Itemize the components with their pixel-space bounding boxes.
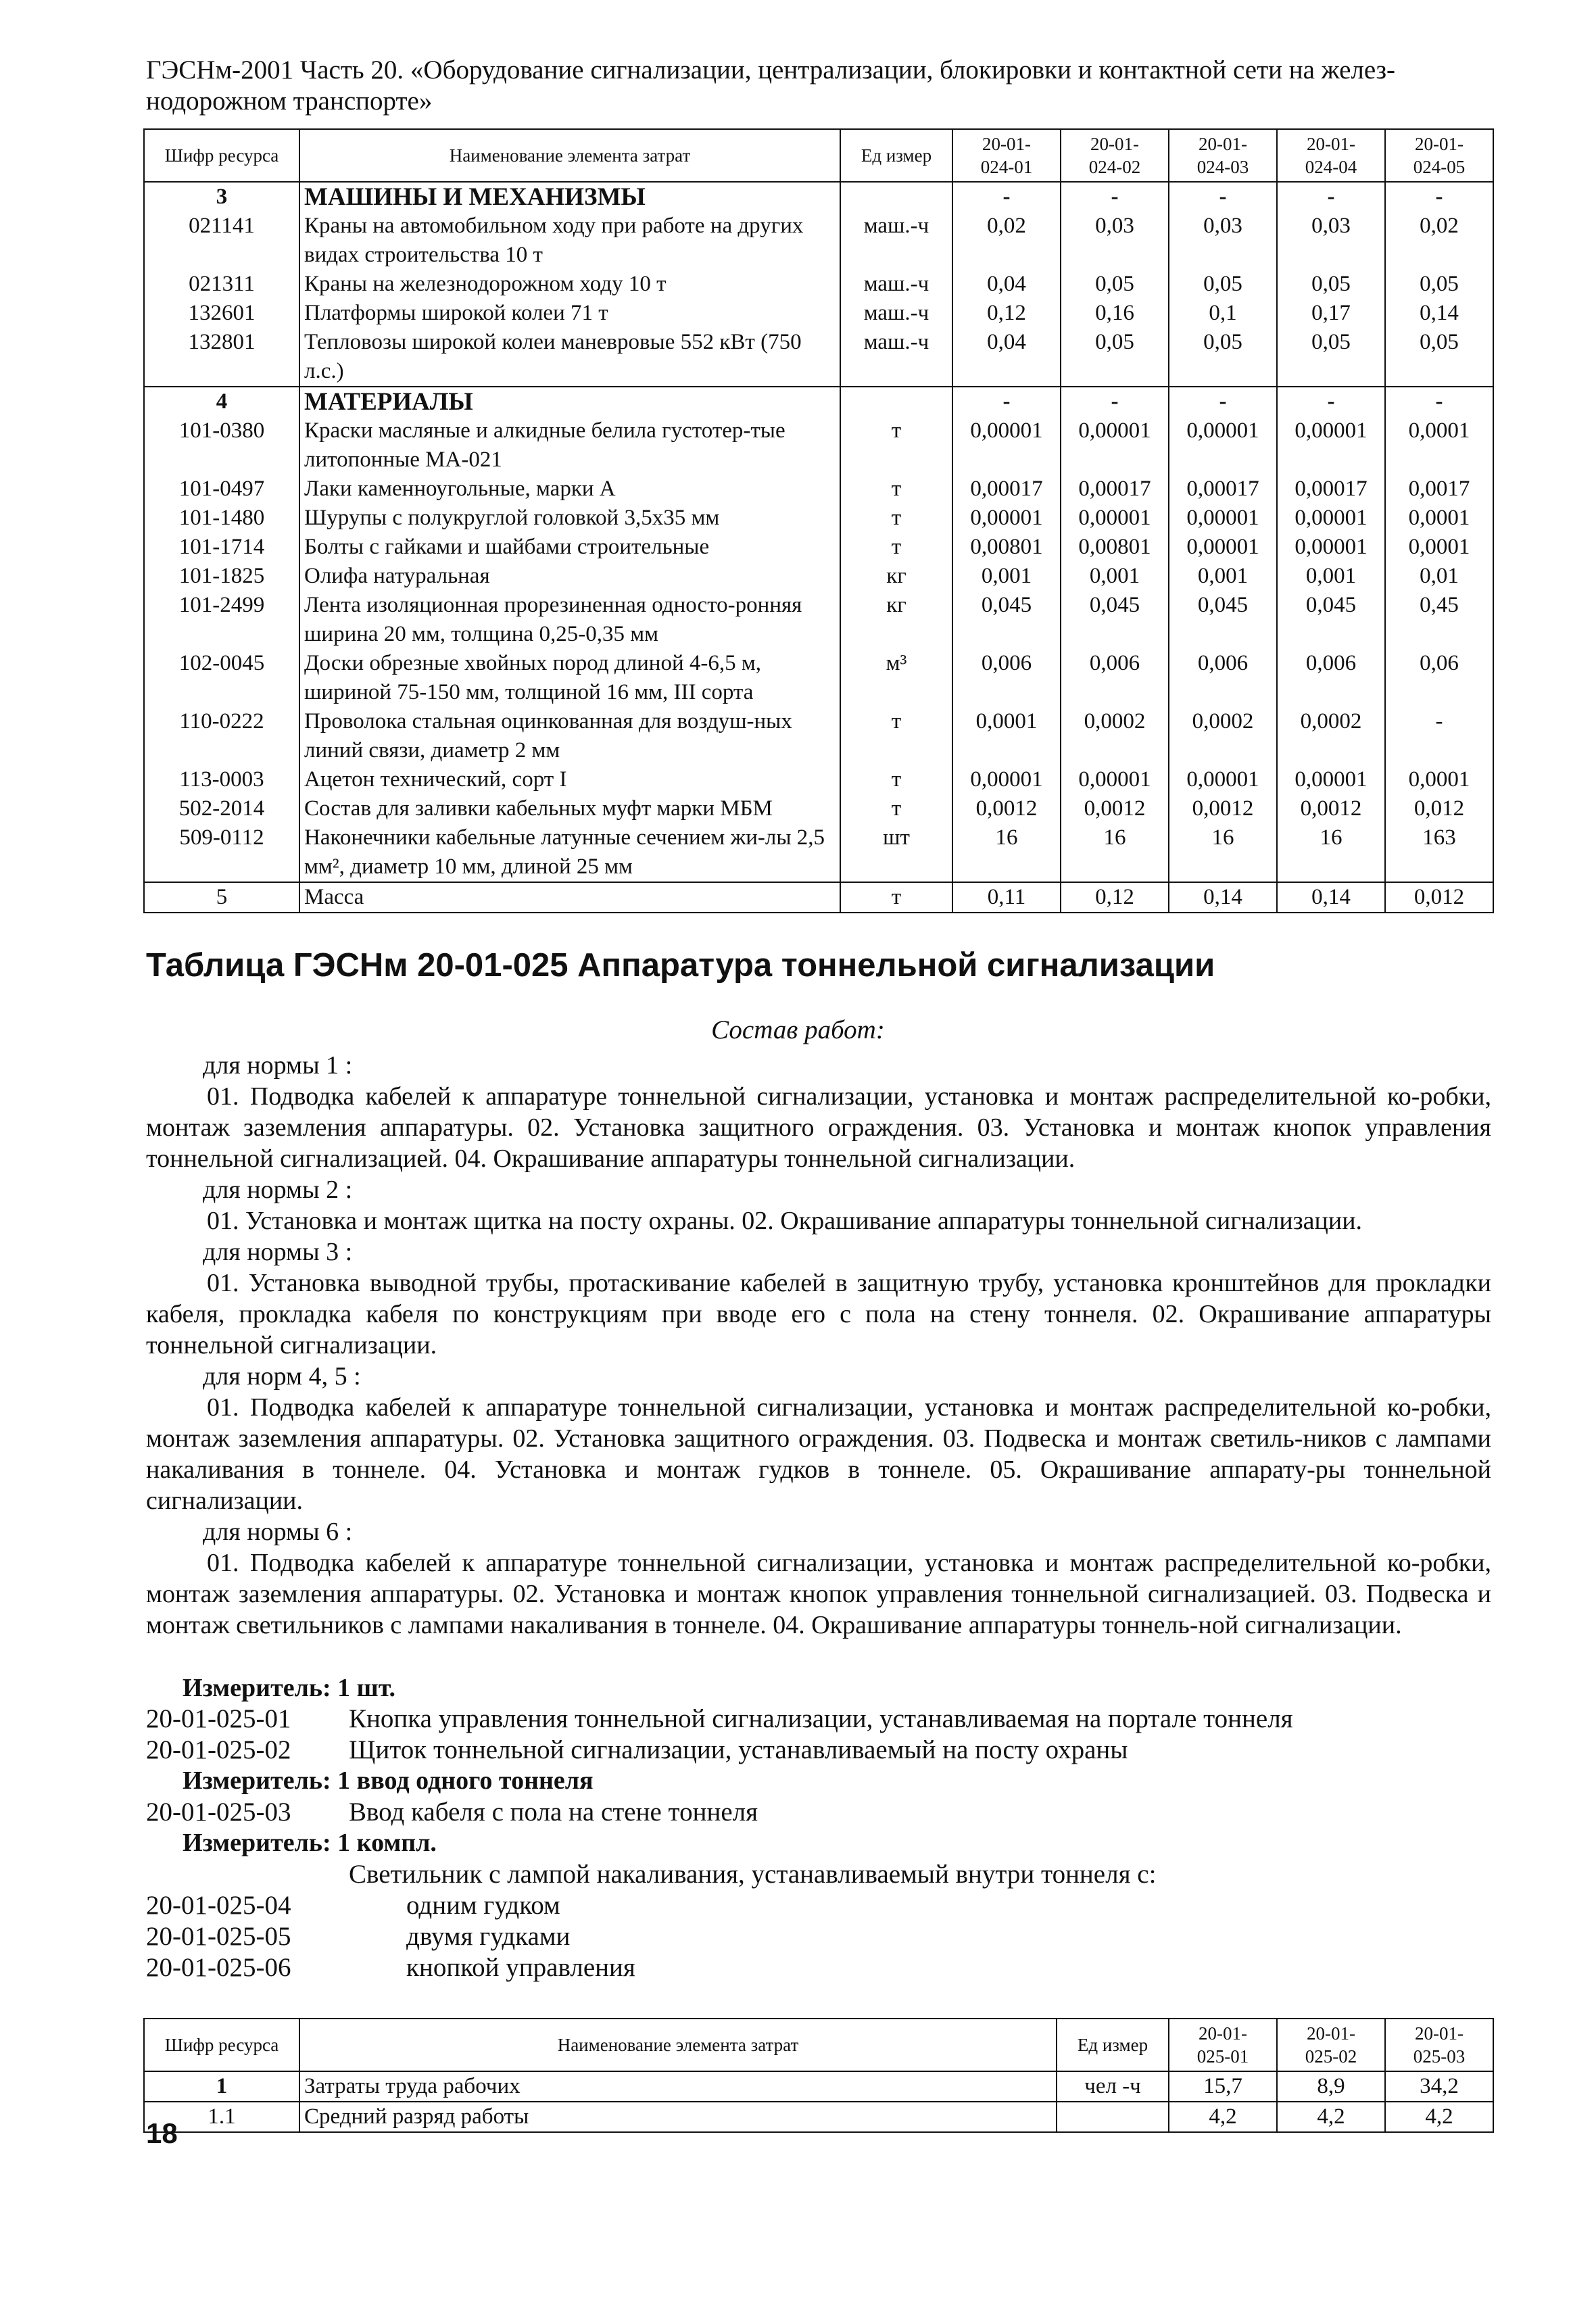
header-col-4: 20-01- 024-04 [1277, 129, 1385, 182]
page-number: 18 [146, 2117, 178, 2149]
work-heading: Состав работ: [711, 1015, 885, 1044]
header-name: Наименование элемента затрат [299, 2019, 1057, 2071]
header-col-5: 20-01- 024-05 [1385, 129, 1493, 182]
table-row: 502-2014 Состав для заливки кабельных муфт марки МБМ т 0,0012 0,0012 0,0012 0,0012 0,012 [144, 794, 1493, 823]
norm-desc: кнопкой управления [406, 1953, 635, 1982]
norm-6-text: 01. Подводка кабелей к аппаратуре тоннельной сигнализации, установка и монтаж распределительной ко-робки, монтаж заземления аппаратуры. 02. Установка и монтаж кнопок управления тоннельной сигнализацией. 03. Подвеска и монтаж светильников с лампами накаливания в тоннеле. 04. Окрашивание аппаратуры тоннель-ной сигнализации. [146, 1549, 1491, 1639]
norm-desc: Щиток тоннельной сигнализации, устанавливаемый на посту охраны [349, 1735, 1128, 1764]
norm-3-label: для нормы 3 : [203, 1238, 353, 1266]
norm-6-label: для нормы 6 : [203, 1518, 353, 1546]
header-code: Шифр ресурса [144, 129, 299, 182]
resource-table-024 [143, 128, 1494, 913]
norm-code: 20-01-025-06 [146, 1953, 291, 1982]
norm-code-line [146, 1735, 1128, 1766]
section-title: Таблица ГЭСНм 20-01-025 Аппаратура тоннельной сигнализации [146, 947, 1215, 984]
norm-45-text: 01. Подводка кабелей к аппаратуре тоннельной сигнализации, установка и монтаж распределительной ко-робки, монтаж заземления аппаратуры. 02. Установка защитного ограждения. 03. Подвеска и монтаж светиль-ников с лампами накаливания в тоннеле. 04. Установка и монтаж гудков в тоннеле. 05. Окрашивание аппарату-ры тоннельной сигнализации. [146, 1393, 1491, 1515]
norm-code: 20-01-025-01 [146, 1704, 291, 1733]
header-col-1: 20-01- 024-01 [952, 129, 1061, 182]
header-col-2: 20-01- 024-02 [1061, 129, 1169, 182]
norm-desc: одним гудком [406, 1891, 560, 1920]
norm-1-text: 01. Подводка кабелей к аппаратуре тоннельной сигнализации, установка и монтаж распределительной ко-робки, монтаж заземления аппаратуры. 02. Установка защитного ограждения. 03. Установка и монтаж кнопок управления тоннельной сигнализацией. 04. Окрашивание аппаратуры тоннельной сигнализации. [146, 1082, 1491, 1173]
norm-45-label: для норм 4, 5 : [203, 1362, 361, 1391]
norm-code-line [146, 1952, 635, 1983]
table-row: 021311 Краны на железнодорожном ходу 10 т маш.-ч 0,04 0,05 0,05 0,05 0,05 [144, 270, 1493, 299]
table-row: 509-0112 Наконечники кабельные латунные сечением жи-лы 2,5 мм², диаметр 10 мм, длиной 25 мм шт 16 16 16 16 163 [144, 823, 1493, 882]
table-header-row [144, 2019, 1493, 2071]
table-row: 102-0045 Доски обрезные хвойных пород длиной 4-6,5 м, шириной 75-150 мм, толщиной 16 мм, III сорта м³ 0,006 0,006 0,006 0,006 0,06 [144, 649, 1493, 707]
table-row: 101-0380 Краски масляные и алкидные белила густотер-тые литопонные МА-021 т 0,00001 0,00001 0,00001 0,00001 0,0001 [144, 416, 1493, 475]
table-row: 132801 Тепловозы широкой колеи маневровые 552 кВт (750 л.с.) маш.-ч 0,04 0,05 0,05 0,05 0,05 [144, 328, 1493, 387]
table-row: 3 МАШИНЫ И МЕХАНИЗМЫ - - - - - [144, 182, 1493, 212]
table-header-row [144, 129, 1493, 182]
table-row: 113-0003 Ацетон технический, сорт I т 0,00001 0,00001 0,00001 0,00001 0,0001 [144, 765, 1493, 794]
norm-code-line [146, 1921, 570, 1952]
running-header-line-1: ГЭСНм-2001 Часть 20. «Оборудование сигнализации, централизации, блокировки и контактной сети на желез- [146, 55, 1396, 85]
header-col-2: 20-01- 025-02 [1277, 2019, 1385, 2071]
header-code: Шифр ресурса [144, 2019, 299, 2071]
header-col-1: 20-01- 025-01 [1169, 2019, 1277, 2071]
running-header-line-2: нодорожном транспорте» [146, 87, 433, 116]
table-row: 1 Затраты труда рабочих чел -ч 15,7 8,9 34,2 [144, 2071, 1493, 2102]
norm-2-label: для нормы 2 : [203, 1176, 353, 1204]
table-row: 110-0222 Проволока стальная оцинкованная для воздуш-ных линий связи, диаметр 2 мм т 0,0001 0,0002 0,0002 0,0002 - [144, 707, 1493, 765]
norm-code: 20-01-025-05 [146, 1922, 291, 1951]
table-row: 101-1825 Олифа натуральная кг 0,001 0,001 0,001 0,001 0,01 [144, 562, 1493, 591]
header-unit: Ед измер [840, 129, 952, 182]
table-row: 101-1480 Шурупы с полукруглой головкой 3,5х35 мм т 0,00001 0,00001 0,00001 0,00001 0,0001 [144, 504, 1493, 533]
table-row: 101-1714 Болты с гайками и шайбами строительные т 0,00801 0,00801 0,00001 0,00001 0,0001 [144, 533, 1493, 562]
table-row: 5 Масса т 0,11 0,12 0,14 0,14 0,012 [144, 882, 1493, 913]
norm-code-line [146, 1890, 560, 1921]
table-row: 101-0497 Лаки каменноугольные, марки А т 0,00017 0,00017 0,00017 0,00017 0,0017 [144, 475, 1493, 504]
lamp-intro: Светильник с лампой накаливания, устанавливаемый внутри тоннеля с: [349, 1860, 1157, 1889]
meter-2: Измеритель: 1 ввод одного тоннеля [183, 1766, 594, 1795]
header-col-3: 20-01- 024-03 [1169, 129, 1277, 182]
norm-code-line [146, 1704, 1293, 1735]
norm-desc: двумя гудками [406, 1922, 571, 1951]
norm-code: 20-01-025-02 [146, 1735, 291, 1764]
norm-desc: Ввод кабеля с пола на стене тоннеля [349, 1798, 758, 1827]
table-row: 101-2499 Лента изоляционная прорезиненная односто-ронняя ширина 20 мм, толщина 0,25-0,35 мм кг 0,045 0,045 0,045 0,045 0,45 [144, 591, 1493, 649]
norm-2-text: 01. Установка и монтаж щитка на посту охраны. 02. Окрашивание аппаратуры тоннельной сигнализации. [207, 1207, 1363, 1235]
table-row: 1.1 Средний разряд работы 4,2 4,2 4,2 [144, 2102, 1493, 2132]
meter-1: Измеритель: 1 шт. [183, 1674, 396, 1702]
header-name: Наименование элемента затрат [299, 129, 840, 182]
table-row: 021141 Краны на автомобильном ходу при работе на других видах строительства 10 т маш.-ч 0,02 0,03 0,03 0,03 0,02 [144, 212, 1493, 270]
meter-3: Измеритель: 1 компл. [183, 1829, 437, 1857]
resource-table-025 [143, 2018, 1494, 2133]
table-row: 4 МАТЕРИАЛЫ - - - - - [144, 387, 1493, 416]
table-row: 132601 Платформы широкой колеи 71 т маш.-ч 0,12 0,16 0,1 0,17 0,14 [144, 299, 1493, 328]
norm-code: 20-01-025-03 [146, 1798, 291, 1827]
norm-3-text: 01. Установка выводной трубы, протаскивание кабелей в защитную трубу, установка кронштейнов для прокладки кабеля, прокладка кабеля по конструкциям при вводе его с пола на стену тоннеля. 02. Окрашивание аппаратуры тоннельной сигнализации. [146, 1269, 1491, 1359]
header-col-3: 20-01- 025-03 [1385, 2019, 1493, 2071]
norm-1-label: для нормы 1 : [203, 1051, 353, 1080]
norm-code: 20-01-025-04 [146, 1891, 291, 1920]
norm-desc: Кнопка управления тоннельной сигнализации, устанавливаемая на портале тоннеля [349, 1704, 1293, 1733]
header-unit: Ед измер [1057, 2019, 1169, 2071]
norm-code-line [146, 1797, 758, 1828]
